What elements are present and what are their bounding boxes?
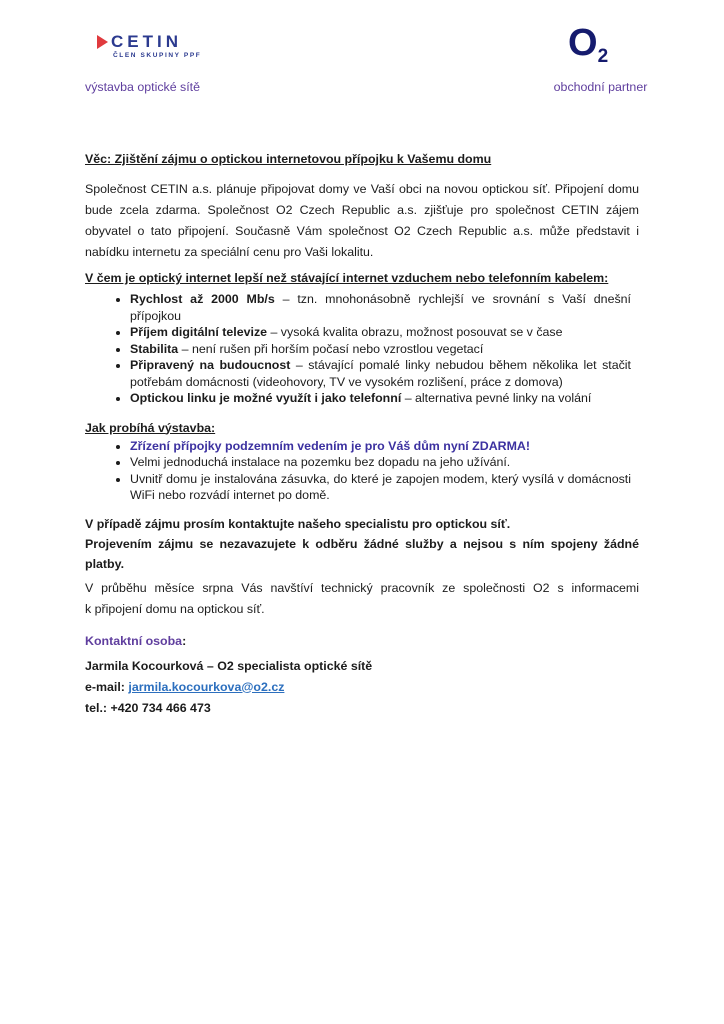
construction-heading: Jak probíhá výstavba:	[85, 420, 216, 435]
benefit-item-text: – není rušen při horším počasí nebo vzrostlou vegetací	[178, 341, 484, 356]
cta-line-no-obligation: Projevením zájmu se nezavazujete k odběru žádné služby a nejsou s ním spojeny žádné platby.	[85, 536, 639, 571]
letter-body	[85, 149, 639, 719]
contact-name: Jarmila Kocourková – O2 specialista optické sítě	[85, 658, 373, 673]
benefit-item-tv	[130, 324, 631, 341]
contact-label-row	[85, 631, 639, 652]
contact-label-colon: :	[182, 633, 187, 648]
subject-line: Věc: Zjištění zájmu o optickou internetovou přípojku k Vašemu domu	[85, 152, 492, 166]
cta-line-contact: V případě zájmu prosím kontaktujte našeho specialistu pro optickou síť.	[85, 516, 511, 531]
header-left-label: výstavba optické sítě	[85, 80, 201, 94]
benefit-item-lead: Optickou linku je možné využít i jako telefonní	[130, 391, 402, 405]
benefits-heading: V čem je optický internet lepší než stávající internet vzduchem nebo telefonním kabelem:	[85, 271, 609, 285]
construction-item-text: Velmi jednoduchá instalace na pozemku bez dopadu na jeho užívání.	[130, 455, 511, 469]
cta-paragraph	[85, 514, 639, 574]
construction-item-modem	[130, 471, 631, 504]
benefit-item-lead: Připravený na budoucnost	[130, 358, 291, 372]
contact-block	[85, 656, 639, 719]
benefit-item-text: – stávající pomalé linky nebudou během několika let stačit potřebám domácnosti (videohovory, TV ve vysokém rozlišení, práce z domova)	[130, 358, 631, 389]
header-right-label: obchodní partner	[553, 80, 648, 94]
benefit-item-lead: Rychlost až 2000 Mb/s	[130, 292, 275, 306]
benefit-item-stability	[130, 341, 631, 358]
o2-subscript: 2	[597, 46, 609, 67]
construction-list	[85, 438, 639, 504]
benefit-item-phone	[130, 390, 631, 407]
email-link[interactable]: jarmila.kocourkova@o2.cz	[128, 679, 285, 694]
contact-label: Kontaktní osoba	[85, 633, 183, 648]
contact-tel: tel.: +420 734 466 473	[85, 700, 211, 715]
free-connection-highlight: Zřízení přípojky podzemním vedením je pro Váš dům nyní ZDARMA!	[130, 438, 530, 453]
email-label: e-mail:	[85, 679, 129, 694]
visit-paragraph: V průběhu měsíce srpna Vás navštíví technický pracovník ze společnosti O2 s informacemi k připojení domu na optickou síť.	[85, 580, 639, 616]
construction-item-text: Uvnitř domu je instalována zásuvka, do které je zapojen modem, který vysílá v domácnosti WiFi nebo rozvádí internet po domě.	[130, 471, 631, 502]
o2-letter: O	[568, 22, 598, 64]
benefit-item-lead: Stabilita	[130, 341, 179, 356]
cetin-arrow-icon	[97, 35, 108, 49]
contact-email-row	[85, 677, 639, 698]
intro-paragraph: Společnost CETIN a.s. plánuje připojovat domy ve Vaší obci na novou optickou síť. Připojení domu bude zcela zdarma. Společnost O2 Czech Republic a.s. zjišťuje pro společnost CETIN zájem obyvatel o tato připojení. Současně Vám společnost O2 Czech Republic a.s. může představit i nabídku internetu za speciální cenu pro Vaši lokalitu.	[85, 182, 639, 259]
benefit-item-future	[130, 357, 631, 390]
o2-logo	[568, 24, 608, 66]
cetin-tagline: ČLEN SKUPINY PPF	[113, 52, 202, 59]
construction-item-install	[130, 454, 631, 471]
benefit-item-lead: Příjem digitální televize	[130, 325, 268, 339]
benefit-item-text: – vysoká kvalita obrazu, možnost posouvat se v čase	[267, 325, 563, 339]
benefit-item-text: – tzn. mnohonásobně rychlejší ve srovnání s Vaší dnešní přípojkou	[130, 292, 631, 323]
cetin-logo	[97, 33, 201, 60]
benefit-item-text: – alternativa pevné linky na volání	[401, 391, 592, 405]
cetin-wordmark: CETIN	[111, 32, 182, 51]
benefit-item-speed	[130, 291, 631, 324]
construction-item-free	[130, 438, 631, 455]
benefits-list	[85, 291, 639, 407]
